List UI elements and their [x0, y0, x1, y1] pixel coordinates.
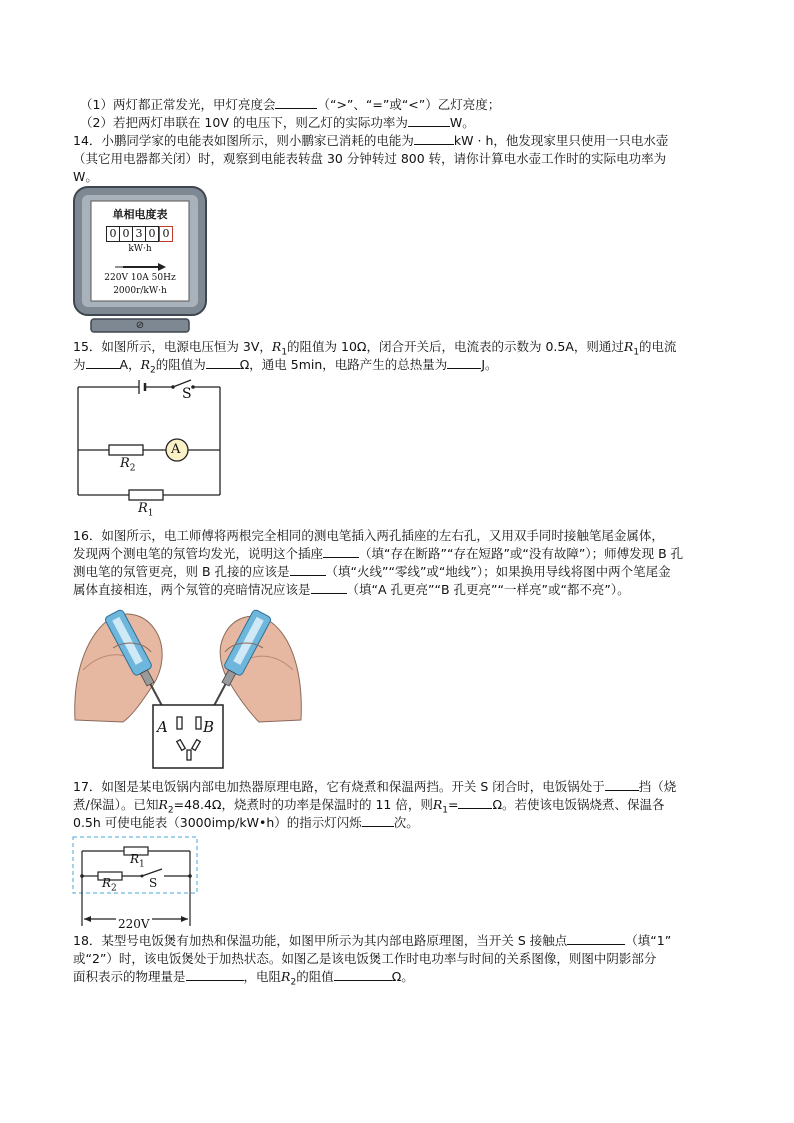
q14-line2: （其它用电器都关闭）时，观察到电能表转盘 30 分钟转过 800 转，请你计算电水壶工作时的实际电功率为 — [73, 151, 667, 166]
answer-blank[interactable] — [362, 814, 394, 827]
q17-line2: 煮/保温）。已知$R_2=48.4\Omega$，烧煮时的功率是保温时的 11 倍，则$R_1= \Omega$。若使该电饭锅烧煮、保温各 — [73, 797, 665, 816]
meter-digits — [106, 226, 173, 242]
meter-title: 单相电度表 — [112, 208, 168, 221]
hole-a-label: A — [157, 718, 168, 736]
q15-line1: 15．如图所示，电源电压恒为 3V，$R_1$的阻值为 10Ω，闭合开关后，电流表的示数为 0.5A，则通过$R_1$的电流 — [73, 339, 677, 358]
ammeter-label: A — [171, 442, 181, 457]
answer-blank[interactable] — [275, 96, 317, 109]
q14-line1: 14．小鹏同学家的电能表如图所示，则小鹏家已消耗的电能为 kW · h，他发现家里只使用一只电水壶 — [73, 133, 669, 148]
answer-blank[interactable] — [186, 968, 244, 981]
switch-label: S — [149, 876, 158, 890]
answer-blank[interactable] — [605, 778, 639, 791]
rice-cooker-circuit-figure — [72, 836, 202, 931]
reset-icon: ⊘ — [135, 320, 145, 331]
meter-digit: 3 — [133, 226, 146, 242]
answer-blank[interactable] — [458, 796, 492, 809]
meter-digit: 0 — [146, 226, 159, 242]
q16-line2: 发现两个测电笔的氖管均发光，说明这个插座 （填“存在断路”“存在短路”或“没有故障”）；师傅发现 B 孔 — [73, 546, 684, 561]
meter-digit-decimal: 0 — [159, 226, 173, 242]
resistor-r2-label: $R_2$ — [102, 876, 117, 894]
q16-line1: 16．如图所示，电工师傅将两根完全相同的测电笔插入两孔插座的左右孔，又用双手同时接触笔尾金属体， — [73, 528, 664, 543]
q18-line1: 18．某型号电饭煲有加热和保温功能，如图甲所示为其内部电路原理图，当开关 S 接触点 （填“1” — [73, 933, 672, 948]
answer-blank[interactable] — [323, 545, 359, 558]
resistor-r1-label: $R_1$ — [130, 852, 145, 870]
q14-line3: W。 — [73, 169, 98, 184]
answer-blank[interactable] — [567, 932, 625, 945]
q15-circuit-figure — [73, 378, 233, 520]
meter-spec-rating: 220V 10A 50Hz — [104, 273, 176, 283]
answer-blank[interactable] — [206, 356, 240, 369]
meter-spec-constant: 2000r/kW·h — [113, 286, 167, 296]
answer-blank[interactable] — [414, 132, 454, 145]
answer-blank[interactable] — [290, 563, 326, 576]
resistor-r2-label: $R_2$ — [120, 456, 136, 474]
switch-label: S — [182, 386, 192, 402]
resistor-r1-label: $R_1$ — [138, 501, 154, 519]
q15-line2: 为 A，$R_2$的阻值为 Ω，通电 5min，电路产生的总热量为 J。 — [73, 357, 498, 376]
q16-line3: 测电笔的氖管更亮，则 B 孔接的应该是 （填“火线”“零线”或“地线”）；如果换用导线将图中两个笔尾金 — [73, 564, 671, 579]
q17-line1: 17．如图是某电饭锅内部电加热器原理电路，它有烧煮和保温两挡。开关 S 闭合时，电饭锅处于 挡（烧 — [73, 779, 677, 794]
q13-part2: （2）若把两灯串联在 10V 的电压下，则乙灯的实际功率为 W。 — [80, 115, 475, 130]
voltage-label: 220V — [118, 917, 150, 931]
answer-blank[interactable] — [86, 356, 120, 369]
answer-blank[interactable] — [408, 114, 450, 127]
q18-line2: 或“2”）时，该电饭煲处于加热状态。如图乙是该电饭煲工作时电功率与时间的关系图像，则图中阴影部分 — [73, 951, 657, 966]
meter-digit: 0 — [120, 226, 133, 242]
q18-line3: 面积表示的物理量是 ，电阻$R_2$的阻值 Ω。 — [73, 969, 414, 988]
answer-blank[interactable] — [311, 581, 347, 594]
q16-line4: 属体直接相连，两个氖管的亮暗情况应该是 （填“A 孔更亮”“B 孔更亮”“一样亮”或“都不亮”）。 — [73, 582, 630, 597]
answer-blank[interactable] — [334, 968, 392, 981]
electricity-meter-figure — [73, 186, 208, 334]
q13-part1: （1）两灯都正常发光，甲灯亮度会 （“>”、“=”或“<”）乙灯亮度； — [80, 97, 501, 112]
answer-blank[interactable] — [447, 356, 481, 369]
test-pen-socket-figure — [73, 600, 303, 770]
meter-digit: 0 — [106, 226, 120, 242]
q17-line3: 0.5h 可使电能表（3000imp/kW•h）的指示灯闪烁 次。 — [73, 815, 419, 830]
hole-b-label: B — [203, 718, 215, 736]
meter-unit: kW·h — [128, 244, 152, 254]
